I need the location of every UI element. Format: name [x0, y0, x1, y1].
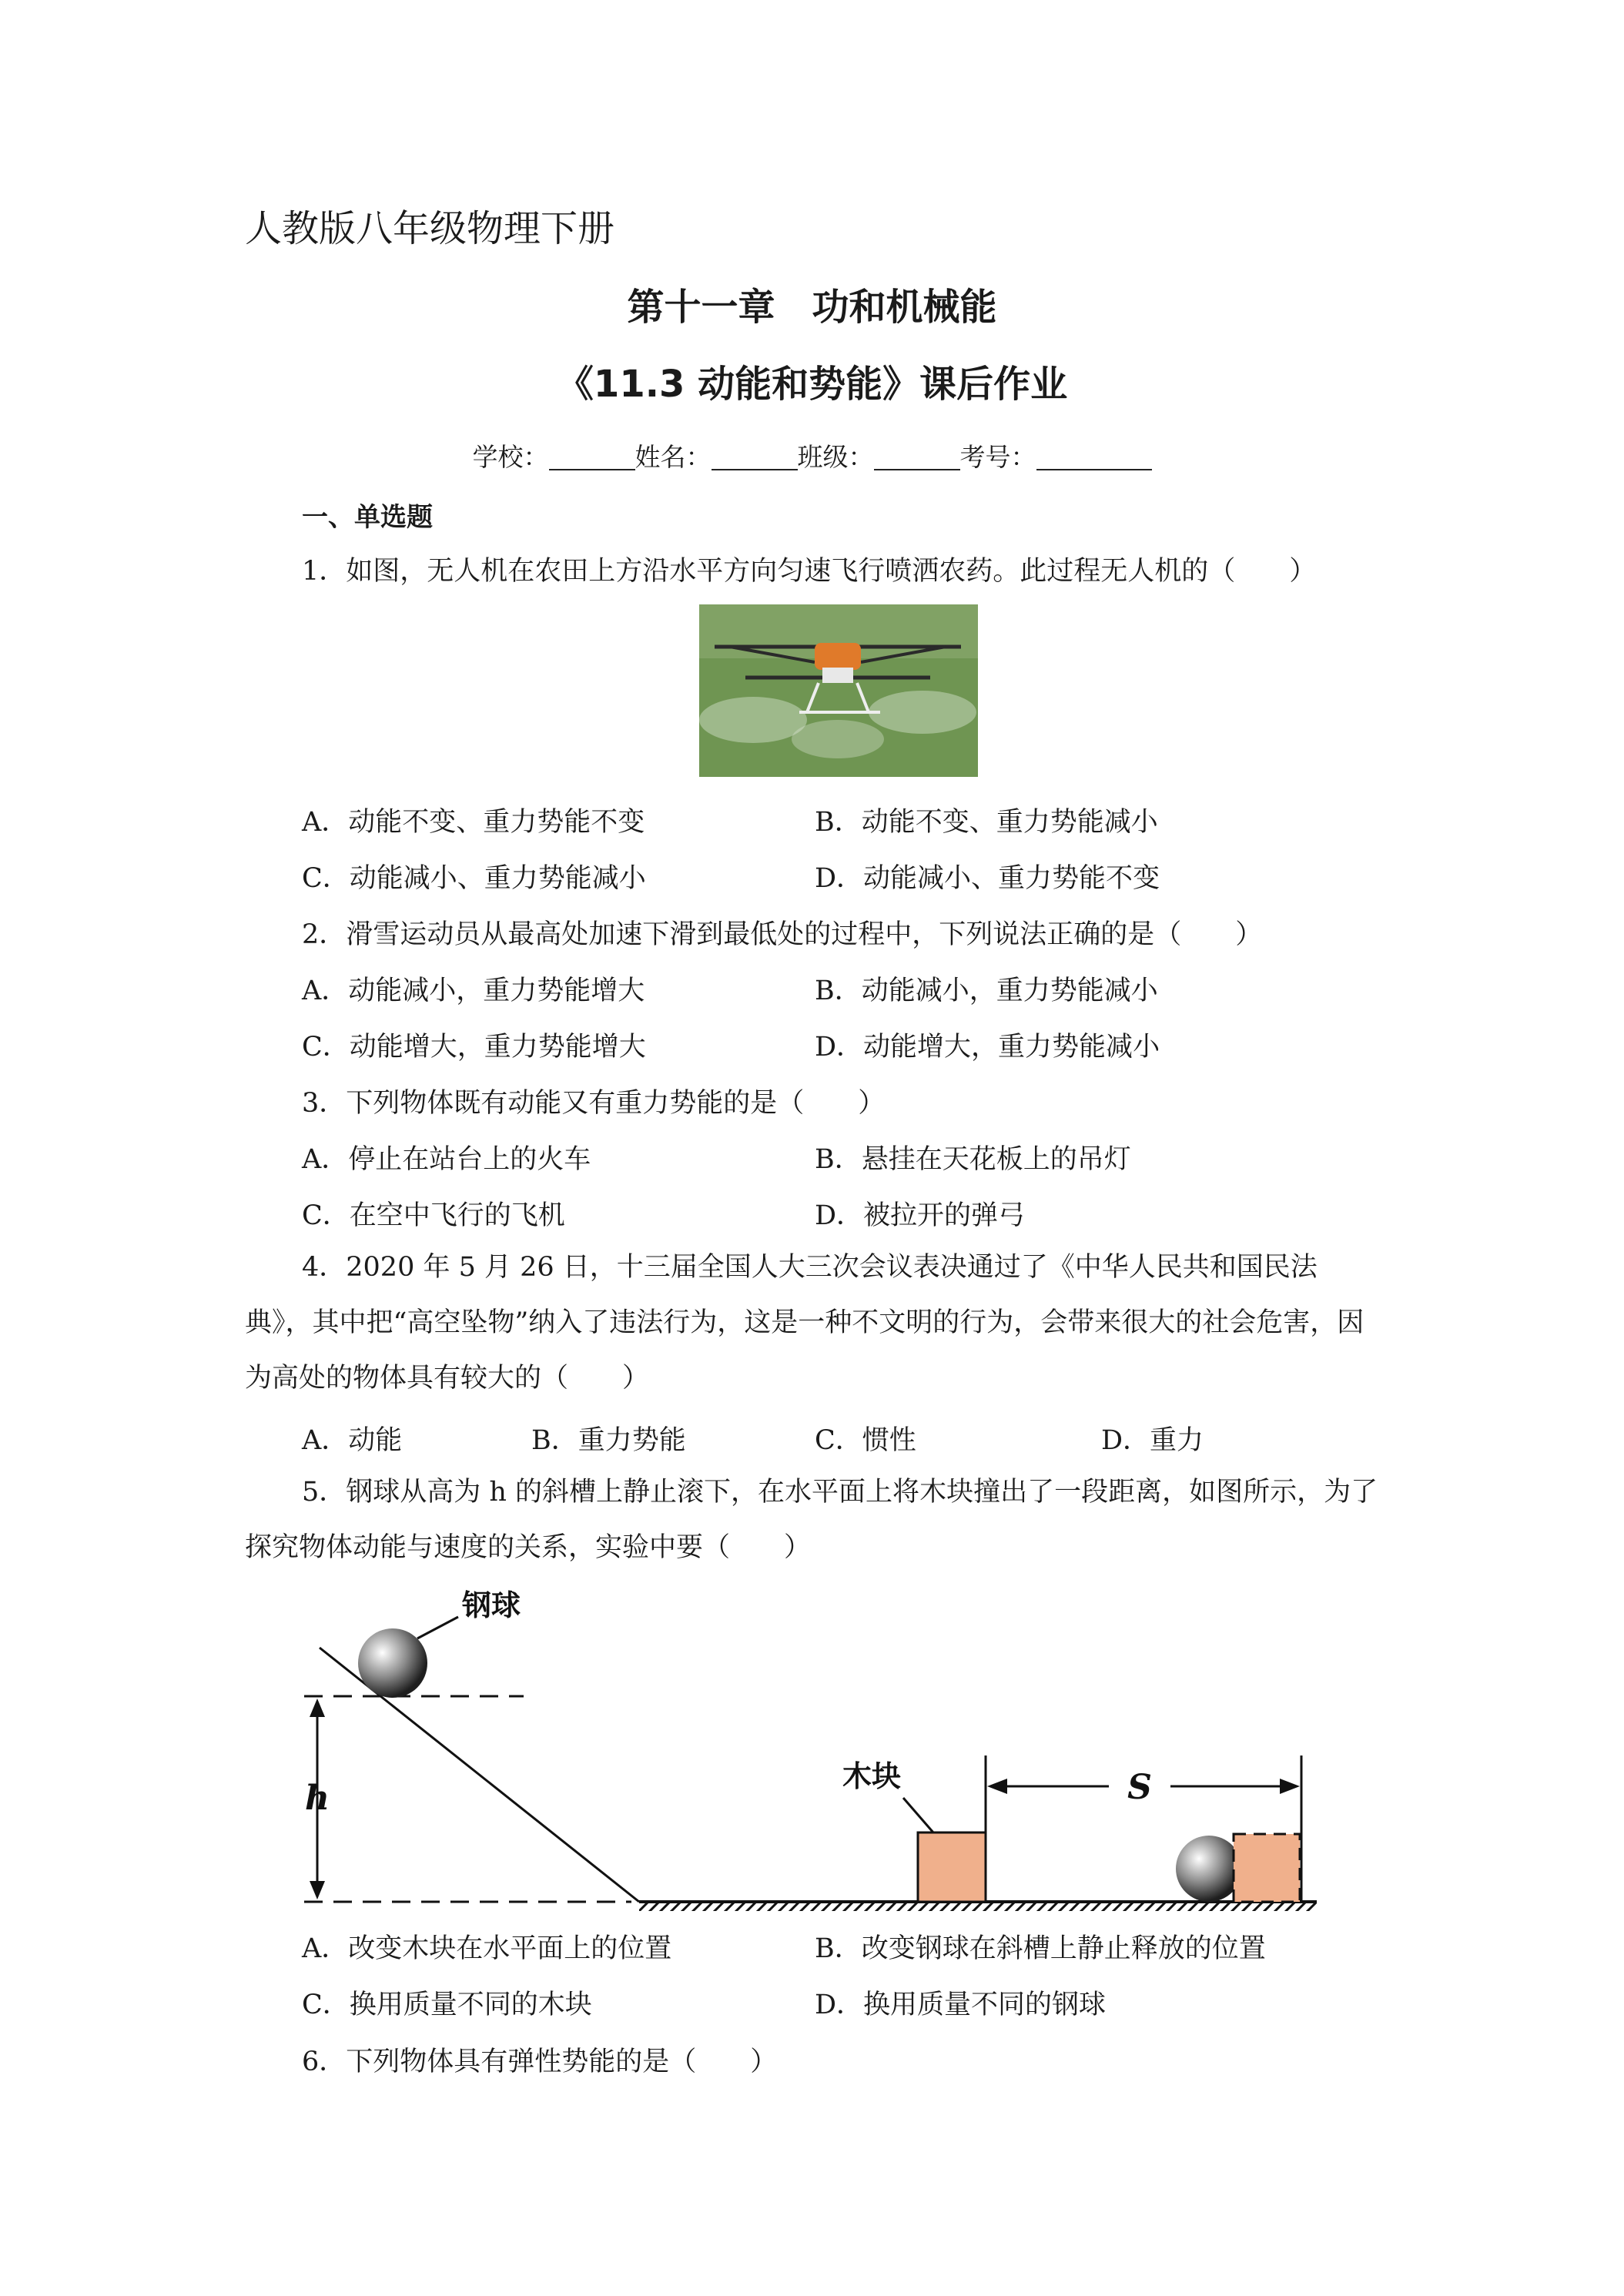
question-4-option-c[interactable]: C．惯性	[815, 1425, 916, 1456]
question-3-option-b[interactable]: B．悬挂在天花板上的吊灯	[815, 1144, 1131, 1175]
question-5-option-b[interactable]: B．改变钢球在斜槽上静止释放的位置	[815, 1933, 1266, 1964]
school-label: 学校：	[472, 442, 549, 472]
question-1-option-a[interactable]: A．动能不变、重力势能不变	[302, 807, 645, 838]
block-label-leader	[903, 1798, 933, 1832]
name-blank[interactable]	[712, 443, 798, 470]
question-5-option-a[interactable]: A．改变木块在水平面上的位置	[302, 1933, 672, 1964]
question-5-option-d[interactable]: D．换用质量不同的钢球	[815, 1990, 1107, 2020]
school-blank[interactable]	[549, 443, 635, 470]
question-2-option-c[interactable]: C．动能增大，重力势能增大	[302, 1032, 646, 1063]
question-3-option-c[interactable]: C．在空中飞行的飞机	[302, 1200, 565, 1231]
distance-arrow-left	[987, 1779, 1007, 1794]
question-3-stem: 3．下列物体既有动能又有重力势能的是（ ）	[302, 1088, 886, 1119]
class-blank[interactable]	[874, 443, 960, 470]
student-info-line	[0, 437, 1624, 474]
class-label: 班级：	[797, 442, 874, 472]
question-5-stem: 5．钢球从高为 h 的斜槽上静止滚下，在水平面上将木块撞出了一段距离，如图所示，为了探究物体动能与速度的关系，实验中要（ ）	[245, 1477, 1378, 1563]
question-2-option-b[interactable]: B．动能减小，重力势能减小	[815, 976, 1158, 1006]
question-2-option-d[interactable]: D．动能增大，重力势能减小	[815, 1032, 1160, 1063]
name-label: 姓名：	[635, 442, 712, 472]
question-1-stem: 1．如图，无人机在农田上方沿水平方向匀速飞行喷洒农药。此过程无人机的（ ）	[302, 556, 1317, 587]
height-arrow-up	[310, 1699, 325, 1717]
incline-experiment-diagram	[293, 1578, 1332, 1917]
question-4-stem: 4．2020 年 5 月 26 日，十三届全国人大三次会议表决通过了《中华人民共和国民法典》，其中把“高空坠物”纳入了违法行为，这是一种不文明的行为，会带来很大的社会危害，因为高处的物体具有较大的（ ）	[245, 1252, 1364, 1394]
distance-arrow-right	[1280, 1779, 1300, 1794]
question-1-option-c[interactable]: C．动能减小、重力势能减小	[302, 863, 646, 894]
height-label: h	[305, 1779, 330, 1818]
section-title: 一、单选题	[302, 502, 433, 533]
question-1-option-d[interactable]: D．动能减小、重力势能不变	[815, 863, 1160, 894]
question-2-option-a[interactable]: A．动能减小，重力势能增大	[302, 976, 645, 1006]
exam-no-label: 考号：	[959, 442, 1036, 472]
question-4-option-d[interactable]: D．重力	[1101, 1425, 1204, 1456]
question-4-option-b[interactable]: B．重力势能	[531, 1425, 686, 1456]
question-4-option-a[interactable]: A．动能	[302, 1425, 403, 1456]
wood-block-end	[1234, 1834, 1300, 1902]
distance-label: S	[1127, 1768, 1152, 1807]
exam-no-blank[interactable]	[1036, 443, 1152, 470]
drone-photo	[699, 604, 978, 777]
steel-ball-end	[1176, 1836, 1242, 1902]
question-6-stem: 6．下列物体具有弹性势能的是（ ）	[302, 2047, 778, 2077]
drone-illustration	[699, 604, 978, 777]
question-5-option-c[interactable]: C．换用质量不同的木块	[302, 1990, 592, 2020]
book-title: 人教版八年级物理下册	[245, 207, 615, 250]
lesson-title: 《11.3 动能和势能》课后作业	[556, 363, 1068, 406]
chapter-title: 第十一章 功和机械能	[627, 286, 997, 329]
question-3-option-d[interactable]: D．被拉开的弹弓	[815, 1200, 1026, 1231]
height-arrow-down	[310, 1881, 325, 1899]
question-2-stem: 2．滑雪运动员从最高处加速下滑到最低处的过程中，下列说法正确的是（ ）	[302, 919, 1263, 950]
block-label: 木块	[842, 1759, 901, 1793]
steel-ball-top	[358, 1628, 427, 1698]
question-1-option-b[interactable]: B．动能不变、重力势能减小	[815, 807, 1158, 838]
question-3-option-a[interactable]: A．停止在站台上的火车	[302, 1144, 591, 1175]
ball-label-leader	[417, 1617, 458, 1638]
ground-hatch	[639, 1902, 1317, 1911]
incline-experiment-figure	[293, 1578, 1332, 1917]
ball-label: 钢球	[462, 1588, 521, 1622]
wood-block-start	[918, 1832, 986, 1902]
